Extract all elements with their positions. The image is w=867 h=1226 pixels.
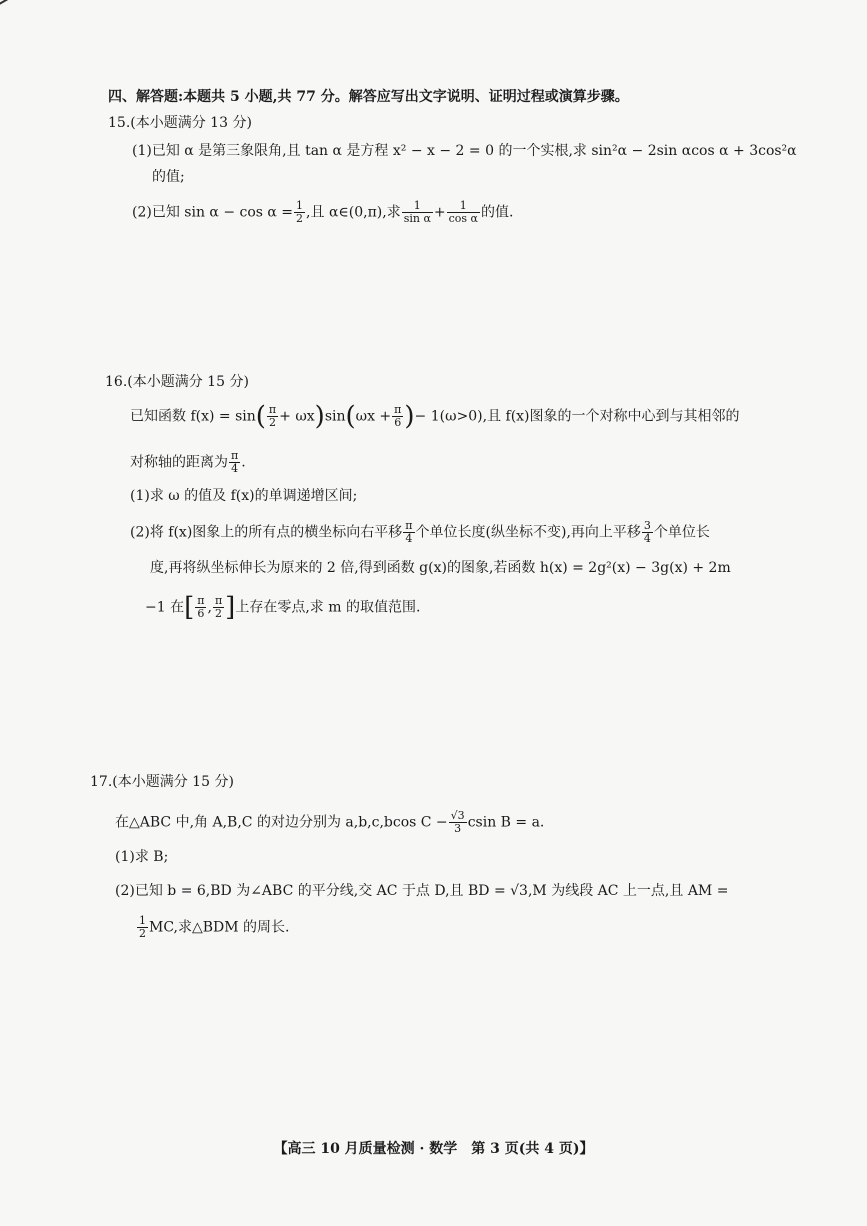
fraction: $\frac{1}{\text{sin α}}$ xyxy=(403,199,431,225)
q17-header: 17.(本小题满分 15 分) xyxy=(90,774,234,790)
fraction: $\frac{\pi}{6}$ xyxy=(197,594,205,620)
fraction: $\frac{\pi}{2}$ xyxy=(268,403,277,429)
q16-part2-line3: −1 在[ $\frac{\pi}{6}$ , $\frac{\pi}{2}$ ]上存在零点,求 m 的取值范围. xyxy=(145,592,421,623)
q16-line2: 对称轴的距离为 $\frac{\pi}{4}$ . xyxy=(130,449,246,475)
q16-part2-line1: (2)将 f(x)图象上的所有点的横坐标向右平移 $\frac{\pi}{4}$ 个单位长度(纵坐标不变),再向上平移 $\frac{3}{4}$ 个单位长 xyxy=(130,519,710,545)
q15-part2: (2)已知 sin α − cos α = $\frac{1}{2}$ ,且 α∈(0,π),求 $\frac{1}{\text{sin α}}$ + $\frac{1}{\text{cos α}}$ 的值. xyxy=(132,199,514,225)
fraction: $\frac{\pi}{4}$ xyxy=(231,449,239,475)
q16-header: 16.(本小题满分 15 分) xyxy=(105,374,249,390)
q17-line1: 在△ABC 中,角 A,B,C 的对边分别为 a,b,c,bcos C − $\frac{√3}{3}$ csin B = a. xyxy=(115,809,545,835)
scan-corner-mark xyxy=(0,0,11,8)
fraction: $\frac{3}{4}$ xyxy=(643,519,651,545)
q16-part1: (1)求 ω 的值及 f(x)的单调递增区间; xyxy=(130,488,358,504)
q17-part2-line2: $\frac{1}{2}$ MC,求△BDM 的周长. xyxy=(139,914,290,940)
fraction: $\frac{1}{2}$ xyxy=(296,199,304,225)
page-footer: 【高三 10 月质量检测 · 数学 第 3 页(共 4 页)】 xyxy=(273,1141,594,1157)
fraction: $\frac{\pi}{4}$ xyxy=(405,519,413,545)
q16-line1: 已知函数 f(x) = sin( $\frac{\pi}{2}$ + ωx)sin(ωx + $\frac{\pi}{6}$ )− 1(ω>0),且 f(x)图象的一个对称中心到与其相邻的 xyxy=(130,401,740,432)
q16-part2-line2: 度,再将纵坐标伸长为原来的 2 倍,得到函数 g(x)的图象,若函数 h(x) = 2g²(x) − 3g(x) + 2m xyxy=(150,560,731,576)
fraction: $\frac{\pi}{2}$ xyxy=(214,594,223,620)
fraction: $\frac{1}{2}$ xyxy=(139,914,146,940)
fraction: $\frac{√3}{3}$ xyxy=(450,809,465,835)
fraction: $\frac{1}{\text{cos α}}$ xyxy=(448,199,478,225)
q15-part1-line1: (1)已知 α 是第三象限角,且 tan α 是方程 x² − x − 2 = 0 的一个实根,求 sin²α − 2sin αcos α + 3cos²α xyxy=(132,143,797,159)
q15-part1-line2: 的值; xyxy=(152,169,185,185)
fraction: $\frac{\pi}{6}$ xyxy=(394,403,402,429)
q17-part1: (1)求 B; xyxy=(115,849,169,865)
q15-header: 15.(本小题满分 13 分) xyxy=(108,115,252,131)
q17-part2-line1: (2)已知 b = 6,BD 为∠ABC 的平分线,交 AC 于点 D,且 BD = √3,M 为线段 AC 上一点,且 AM = xyxy=(115,883,729,899)
section-heading: 四、解答题:本题共 5 小题,共 77 分。解答应写出文字说明、证明过程或演算步骤。 xyxy=(108,89,629,105)
